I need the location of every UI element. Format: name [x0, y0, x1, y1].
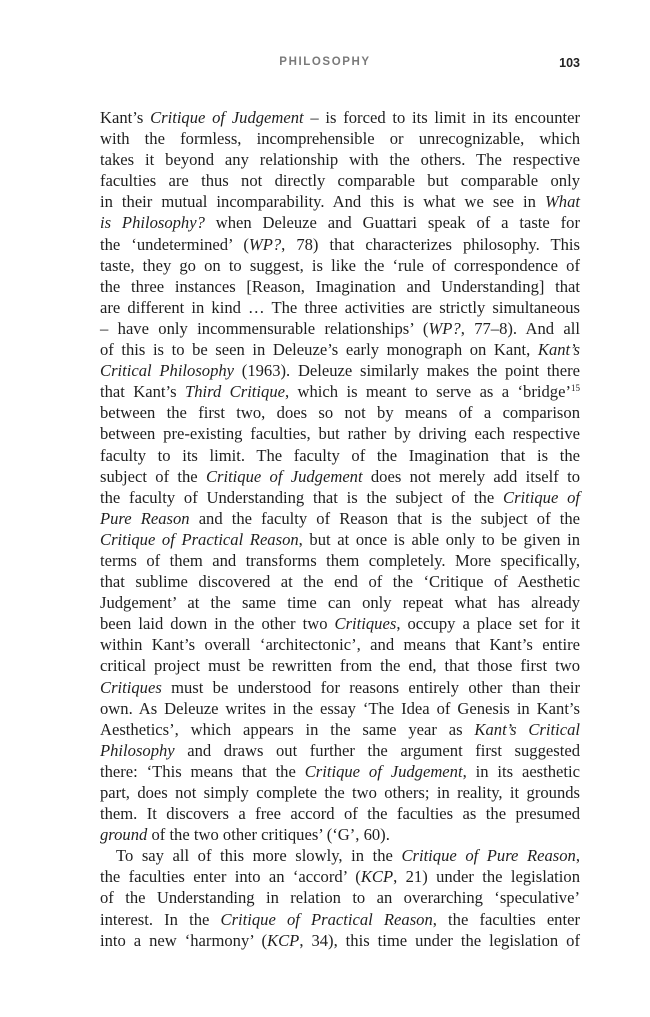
text-line	[100, 529, 580, 550]
text-span: between pre-existing faculties, but rather by driving each respective	[100, 424, 580, 444]
text-line	[100, 655, 580, 676]
text-line	[100, 782, 580, 803]
text-span: , 21) under the legislation	[393, 867, 580, 887]
text-span: when Deleuze and Guattari speak of a taste for	[204, 213, 580, 233]
text-line	[100, 318, 580, 339]
text-span: and draws out further the argument first suggested	[174, 740, 580, 760]
text-line	[100, 909, 580, 930]
text-span: (1963). Deleuze similarly makes the point there	[234, 361, 580, 381]
text-span: faculty to its limit. The faculty of the Imagination that is the	[100, 445, 580, 465]
italic-title: Critique of Judgement	[304, 761, 463, 781]
text-span: with the formless, incomprehensible or unrecognizable, which	[100, 129, 580, 149]
footnote-marker: 15	[570, 383, 580, 394]
text-line	[100, 761, 580, 782]
text-line	[100, 845, 580, 866]
text-span: interest. In the	[100, 909, 221, 929]
text-span: , but at once is able only to be given in	[298, 529, 580, 549]
italic-title: KCP	[267, 930, 300, 950]
text-line	[100, 128, 580, 149]
text-span: been laid down in the other two	[100, 614, 335, 634]
running-head	[0, 56, 650, 72]
text-span: the faculties enter into an ‘accord’ (	[100, 867, 361, 887]
text-span: Aesthetics’, which appears in the same year as	[100, 719, 475, 739]
text-span: own. As Deleuze writes in the essay ‘The Idea of Genesis in Kant’s	[100, 698, 580, 718]
text-span: of this is to be seen in Deleuze’s early monograph on Kant,	[100, 340, 538, 360]
italic-title: WP?	[428, 318, 461, 338]
italic-title: Third Critique	[185, 382, 285, 402]
text-span: , 78) that characterizes philosophy. This	[281, 234, 580, 254]
text-span: the ‘undetermined’ (	[100, 234, 249, 254]
text-span: the three instances [Reason, Imagination and Understanding] that	[100, 276, 580, 296]
italic-title: Critique of Practical Reason	[100, 529, 299, 549]
text-line	[100, 297, 580, 318]
text-line	[100, 824, 580, 845]
text-span: , 34), this time under the legislation of	[299, 930, 581, 950]
text-line	[100, 191, 580, 212]
text-span: ,	[575, 846, 580, 866]
text-span: terms of them and transforms them completely. More specifically,	[100, 550, 580, 570]
text-line	[100, 255, 580, 276]
italic-title: Critical Philosophy	[100, 361, 235, 381]
text-line	[100, 381, 580, 402]
text-line	[100, 550, 580, 571]
text-line	[100, 887, 580, 908]
text-span: , 77–8). And all	[460, 318, 580, 338]
text-line	[100, 107, 580, 128]
text-line	[100, 508, 580, 529]
italic-title: Critique of Judgement	[150, 108, 304, 127]
text-span: critical project must be rewritten from the end, that those first two	[100, 656, 580, 676]
text-line	[100, 803, 580, 824]
text-line	[100, 234, 580, 255]
text-line	[100, 360, 580, 381]
text-line	[100, 149, 580, 170]
italic-title: ground	[100, 825, 148, 845]
text-span: that sublime discovered at the end of the ‘Critique of Aesthetic	[100, 572, 580, 592]
italic-title: WP?	[248, 234, 282, 254]
text-span: , the faculties enter	[432, 909, 580, 929]
text-span: – have only incommensurable relationships’ (	[100, 318, 429, 338]
text-span: Kant’s	[100, 108, 151, 127]
text-span: of the Understanding in relation to an overarching ‘speculative’	[100, 888, 580, 908]
text-span: – is forced to its limit in its encounter	[303, 108, 580, 127]
text-line	[100, 276, 580, 297]
italic-title: Kant’s	[537, 340, 580, 360]
text-span: between the first two, does so not by means of a comparison	[100, 403, 580, 423]
text-span: that Kant’s	[100, 382, 185, 402]
italic-title: Kant’s Critical	[474, 719, 580, 739]
italic-title: Pure Reason	[100, 508, 190, 528]
text-span: and the faculty of Reason that is the subject of the	[189, 508, 580, 528]
body-text	[100, 107, 580, 951]
italic-title: Critique of Practical Reason	[220, 909, 433, 929]
text-line	[100, 423, 580, 444]
text-span: part, does not simply complete the two others; in reality, it grounds	[100, 783, 580, 802]
text-span: in their mutual incomparability. And this is what we see in	[100, 192, 545, 212]
text-span: , in its aesthetic	[462, 761, 580, 781]
text-line	[100, 719, 580, 740]
text-line	[100, 571, 580, 592]
text-span: takes it beyond any relationship with the others. The respective	[100, 150, 580, 170]
text-span: , occupy a place set for it	[396, 614, 580, 634]
text-span: of the two other critiques’ (‘G’, 60).	[147, 825, 390, 845]
text-span: within Kant’s overall ‘architectonic’, and means that Kant’s entire	[100, 635, 580, 655]
text-span: , which is meant to serve as a ‘bridge’	[284, 382, 571, 402]
italic-title: Critique of Judgement	[205, 466, 363, 486]
italic-title: Critique of Pure Reason	[401, 846, 576, 866]
text-span: them. It discovers a free accord of the faculties as the presumed	[100, 804, 580, 824]
text-line	[100, 212, 580, 233]
text-span: does not merely add itself to	[362, 466, 580, 486]
text-line	[100, 866, 580, 887]
italic-title: Critique of	[503, 487, 581, 507]
text-span: the faculty of Understanding that is the subject of the	[100, 487, 503, 507]
italic-title: KCP	[360, 867, 394, 887]
text-line	[100, 740, 580, 761]
italic-title: Philosophy	[100, 740, 175, 760]
text-line	[100, 170, 580, 191]
text-line	[100, 466, 580, 487]
text-line	[100, 634, 580, 655]
text-line	[100, 698, 580, 719]
italic-title: Critiques	[334, 614, 397, 634]
text-span: faculties are thus not directly comparable but comparable only	[100, 171, 580, 191]
text-line	[100, 339, 580, 360]
italic-title: Critiques	[100, 677, 162, 697]
italic-title: What	[544, 192, 580, 212]
text-span: into a new ‘harmony’ (	[100, 930, 268, 950]
text-line	[100, 677, 580, 698]
text-span: subject of the	[100, 466, 206, 486]
text-line	[100, 613, 580, 634]
text-span: must be understood for reasons entirely other than their	[161, 677, 580, 697]
text-line	[100, 402, 580, 423]
text-line	[100, 445, 580, 466]
text-span: Judgement’ at the same time can only repeat what has already	[100, 593, 580, 613]
text-line	[100, 930, 580, 951]
text-line	[100, 487, 580, 508]
text-span: there: ‘This means that the	[100, 761, 305, 781]
text-span: To say all of this more slowly, in the	[116, 846, 402, 866]
text-span: taste, they go on to suggest, is like the ‘rule of correspondence of	[100, 255, 580, 275]
italic-title: is Philosophy?	[100, 213, 205, 233]
text-span: are different in kind … The three activities are strictly simultaneous	[100, 297, 580, 317]
page-number: 103	[559, 56, 580, 70]
text-line	[100, 592, 580, 613]
running-title: PHILOSOPHY	[279, 56, 371, 68]
